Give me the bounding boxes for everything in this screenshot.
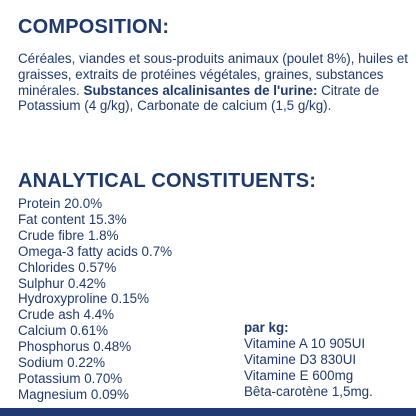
composition-text-block (18, 51, 410, 114)
composition-heading: COMPOSITION: (18, 16, 170, 38)
composition-ingredients (18, 51, 410, 114)
constituent-item: Chlorides 0.57% (18, 259, 117, 275)
constituent-item: Omega-3 fatty acids 0.7% (18, 243, 173, 259)
constituent-item: Sodium 0.22% (18, 355, 106, 371)
bottom-accent-bar (0, 408, 416, 416)
constituent-item: Magnesium 0.09% (18, 386, 129, 402)
constituent-item: Protein 20.0% (18, 196, 103, 211)
supplement-item: Vitamine A 10 905UI (244, 335, 366, 351)
supplements-block (244, 320, 373, 400)
analytical-constituents-heading: ANALYTICAL CONSTITUENTS: (18, 170, 317, 192)
constituent-item: Sulphur 0.42% (18, 275, 106, 291)
constituent-item: Hydroxyproline 0.15% (18, 291, 149, 307)
urine-alkalising-text: Citrate de Potassium (4 g/kg), Carbonate de calcium (1,5 g/kg). (18, 82, 380, 114)
supplements-list (244, 336, 373, 400)
constituent-item: Phosphorus 0.48% (18, 339, 132, 355)
urine-alkalising-label: Substances alcalinisantes de l'urine: (83, 82, 318, 98)
supplements-heading: par kg: (244, 320, 289, 335)
supplement-item: Vitamine D3 830UI (244, 351, 357, 367)
constituent-item: Calcium 0.61% (18, 323, 109, 339)
constituent-item: Crude fibre 1.8% (18, 227, 119, 243)
supplement-item: Vitamine E 600mg (244, 367, 354, 383)
constituent-item: Crude ash 4.4% (18, 307, 115, 323)
composition-ingredients-text: Céréales, viandes et sous-produits animaux (poulet 8%), huiles et graisses, extraits de protéines végétales, graines, substances minérales. (18, 51, 409, 98)
supplement-item: Bêta-carotène 1,5mg. (244, 383, 373, 399)
constituent-item: Fat content 15.3% (18, 211, 127, 227)
analytical-constituents-list (18, 196, 172, 403)
constituent-item: Potassium 0.70% (18, 370, 123, 386)
